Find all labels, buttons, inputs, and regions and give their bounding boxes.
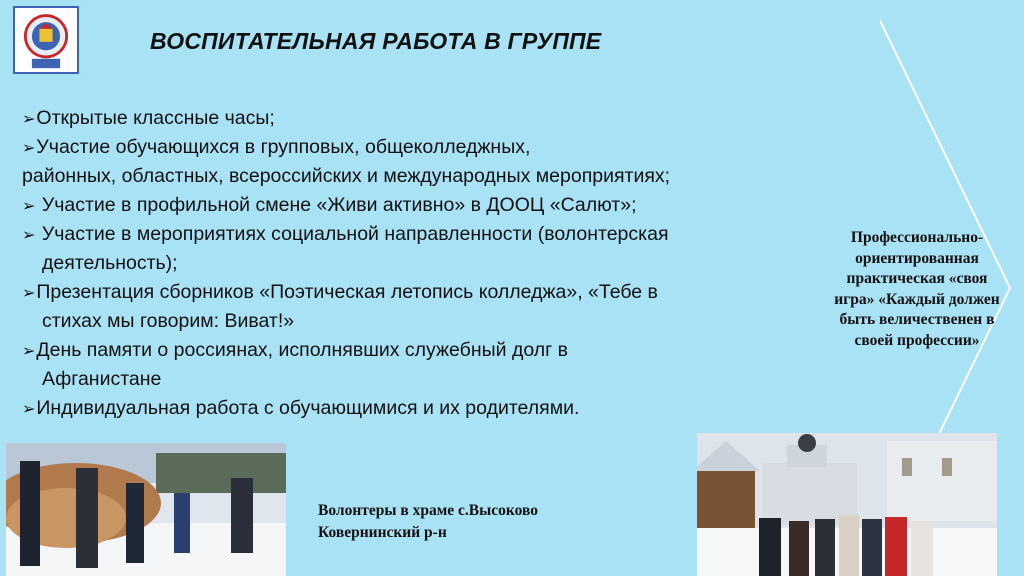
church-volunteers-photo [697, 433, 997, 576]
arrow-bullet-icon: ➢ [22, 399, 36, 418]
side-note: Профессионально-ориентированная практическая «своя игра» «Каждый должен быть величественен в своей профессии» [834, 229, 1000, 349]
arrow-bullet-icon: ➢ [22, 225, 36, 244]
arrow-bullet-icon: ➢ [22, 283, 36, 302]
photo-caption: Волонтеры в храме с.Высоково Ковернинский р-н [318, 502, 538, 541]
list-item-continuation: деятельность); [42, 252, 178, 274]
college-logo [13, 6, 79, 74]
page-title: ВОСПИТАТЕЛЬНАЯ РАБОТА В ГРУППЕ [150, 28, 602, 54]
list-item: ➢День памяти о россиянах, исполнявших служебный долг в [22, 339, 569, 361]
arrow-bullet-icon: ➢ [22, 196, 36, 215]
list-item: ➢Участие обучающихся в групповых, общеколледжных, [22, 136, 531, 158]
arrow-bullet-icon: ➢ [22, 138, 36, 157]
bullet-list [22, 104, 822, 423]
list-item: ➢ Участие в мероприятиях социальной направленности (волонтерская [22, 223, 669, 245]
list-item: ➢Открытые классные часы; [22, 107, 275, 129]
list-item: ➢Презентация сборников «Поэтическая летопись колледжа», «Тебе в [22, 281, 658, 303]
arrow-bullet-icon: ➢ [22, 341, 36, 360]
list-item: ➢Индивидуальная работа с обучающимися и их родителями. [22, 397, 580, 419]
list-item: ➢ Участие в профильной смене «Живи активно» в ДООЦ «Салют»; [22, 194, 637, 216]
list-item-continuation: стихах мы говорим: Виват!» [42, 310, 295, 332]
list-item-continuation: районных, областных, всероссийских и международных мероприятиях; [22, 165, 671, 187]
list-item-continuation: Афганистане [42, 368, 162, 390]
arrow-bullet-icon: ➢ [22, 109, 36, 128]
volunteers-woodpile-photo [6, 443, 286, 576]
